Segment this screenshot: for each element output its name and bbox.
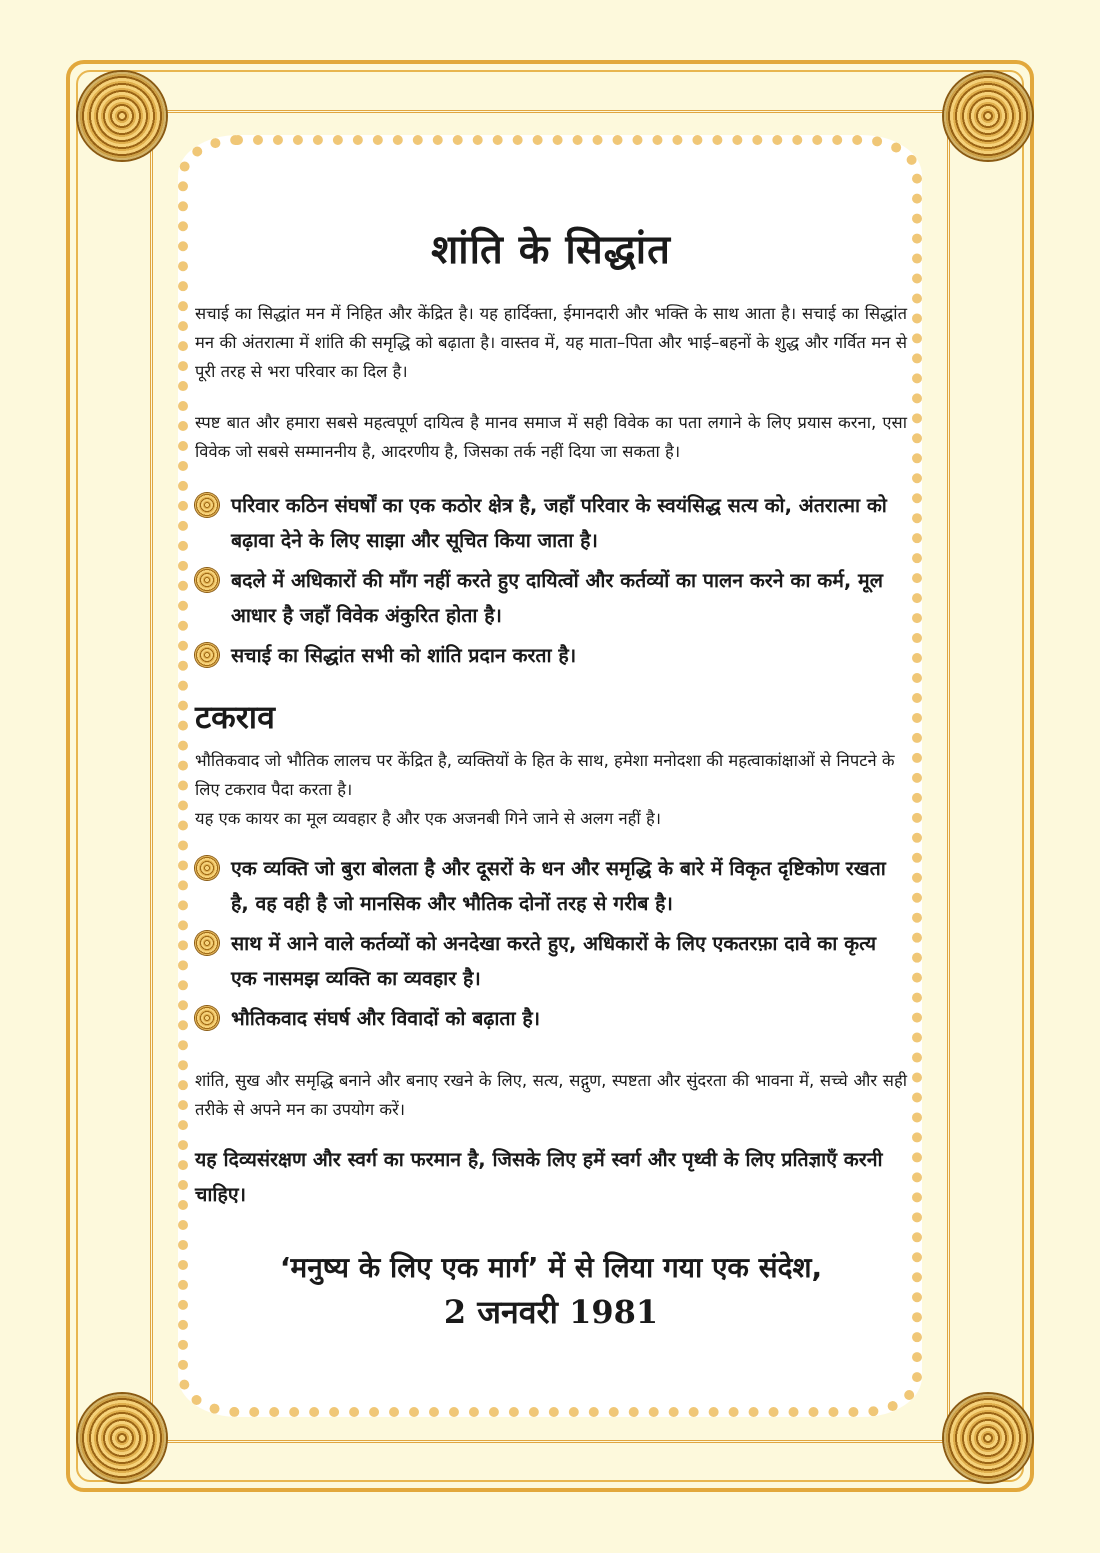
citation-line: ‘मनुष्य के लिए एक मार्ग’ में से लिया गया एक संदेश, [279,1251,823,1284]
gold-medallion-icon-top-right [944,72,1032,160]
gold-bullet-icon [195,856,219,880]
decree-paragraph: यह दिव्यसंरक्षण और स्वर्ग का फरमान है, जिसके लिए हमें स्वर्ग और पृथ्वी के लिए प्रतिज्ञाएँ करनी चाहिए। [195,1148,883,1206]
principles-list [195,488,907,673]
gold-bullet-icon [195,643,219,667]
list-item: भौतिकवाद संघर्ष और विवादों को बढ़ाता है। [195,1001,907,1036]
second-paragraph: स्पष्ट बात और हमारा सबसे महत्वपूर्ण दायित्व है मानव समाज में सही विवेक का पता लगाने के लिए प्रयास करना, एसा विवेक जो सबसे सम्माननीय है, आदरणीय है, जिसका तर्क नहीं दिया जा सकता है। [195,413,907,461]
gold-medallion-icon-bottom-left [78,1394,166,1482]
citation-date: 2 जनवरी 1981 [443,1293,659,1331]
conflict-line: यह एक कायर का मूल व्यवहार है और एक अजनबी गिने जाने से अलग नहीं है। [195,809,661,828]
list-item: परिवार कठिन संघर्षों का एक कठोर क्षेत्र है, जहाँ परिवार के स्वयंसिद्ध सत्य को, अंतरात्मा को बढ़ावा देने के लिए साझा और सूचित किया जाता है। [195,488,907,558]
gold-bullet-icon [195,493,219,517]
intro-paragraph: सचाई का सिद्धांत मन में निहित और केंद्रित है। यह हार्दिक्ता, ईमानदारी और भक्ति के साथ आता है। सचाई का सिद्धांत मन की अंतरात्मा में शांति की समृद्धि को बढ़ाता है। वास्तव में, यह माता–पिता और भाई–बहनों के शुद्ध और गर्वित मन से पूरी तरह से भरा परिवार का दिल है। [195,304,907,381]
document-content [195,210,907,1334]
list-item: एक व्यक्ति जो बुरा बोलता है और दूसरों के धन और समृद्धि के बारे में विकृत दृष्टिकोण रखता है, वह वही है जो मानसिक और भौतिक दोनों तरह से गरीब है। [195,851,907,921]
gold-medallion-icon-bottom-right [944,1394,1032,1482]
gold-medallion-icon-top-left [78,72,166,160]
page-title: शांति के सिद्धांत [431,227,671,273]
gold-bullet-icon [195,568,219,592]
list-item: साथ में आने वाले कर्तव्यों को अनदेखा करते हुए, अधिकारों के लिए एकतरफ़ा दावे का कृत्य एक नासमझ व्यक्ति का व्यवहार है। [195,926,907,996]
section-heading-conflict: टकराव [195,698,275,736]
source-citation [195,1246,907,1334]
closing-paragraph: शांति, सुख और समृद्धि बनाने और बनाए रखने के लिए, सत्य, सद्गुण, स्पष्टता और सुंदरता की भावना में, सच्चे और सही तरीके से अपने मन का उपयोग करें। [195,1071,907,1119]
list-item: बदले में अधिकारों की माँग नहीं करते हुए दायित्वों और कर्तव्यों का पालन करने का कर्म, मूल आधार है जहाँ विवेक अंकुरित होता है। [195,563,907,633]
list-item: सचाई का सिद्धांत सभी को शांति प्रदान करता है। [195,638,907,673]
conflict-list [195,851,907,1036]
conflict-paragraph: भौतिकवाद जो भौतिक लालच पर केंद्रित है, व्यक्तियों के हित के साथ, हमेशा मनोदशा की महत्वाकांक्षाओं से निपटने के लिए टकराव पैदा करता है। [195,751,895,799]
gold-bullet-icon [195,1006,219,1030]
gold-bullet-icon [195,931,219,955]
